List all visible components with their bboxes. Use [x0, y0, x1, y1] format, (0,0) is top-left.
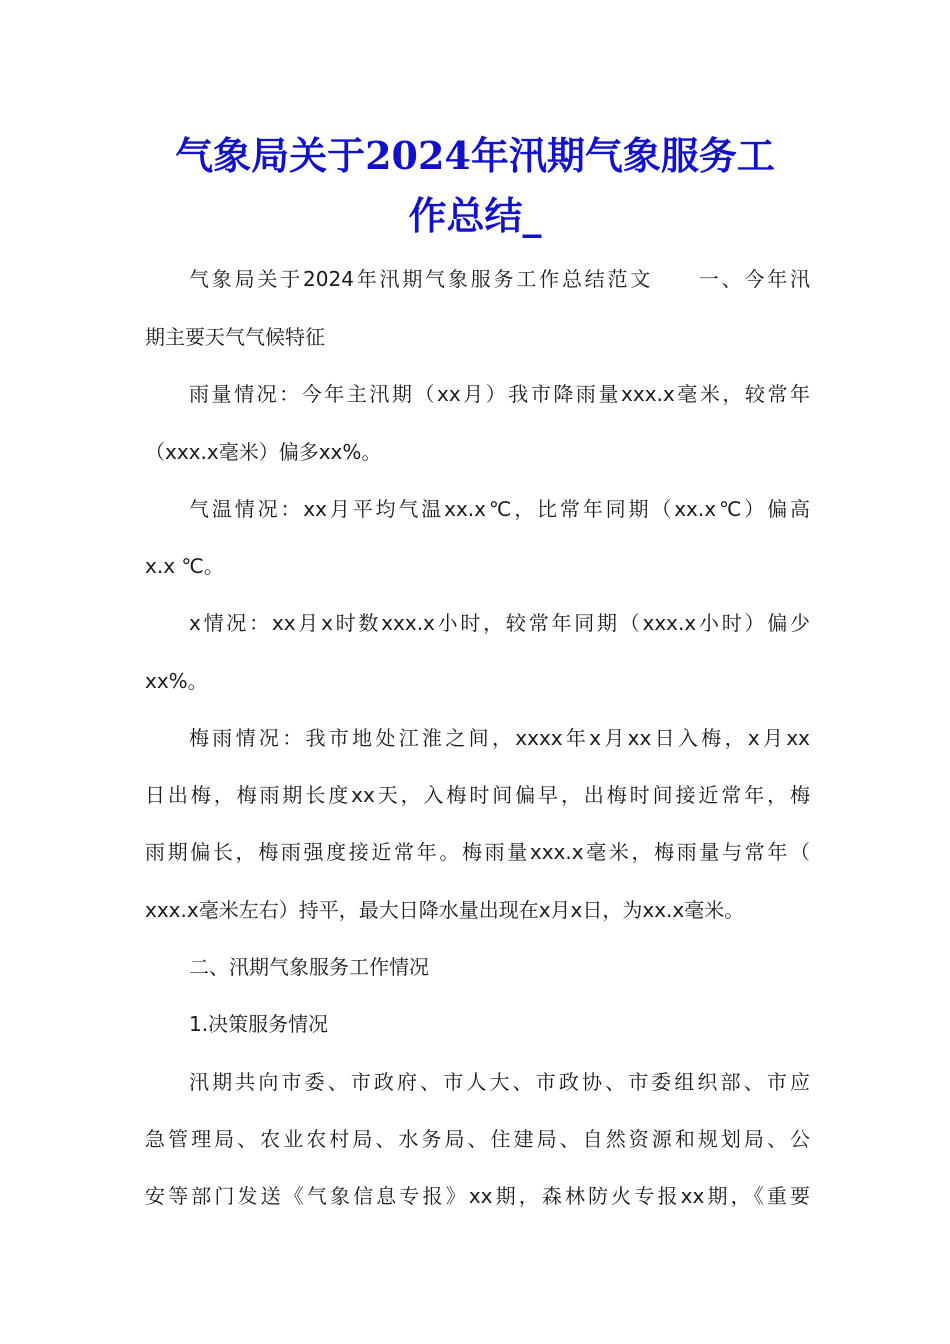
paragraph-sunshine-line-2: xx%。: [145, 669, 208, 693]
subsection-heading-1: 1.决策服务情况: [189, 1012, 329, 1036]
paragraph-temperature-line-1: 气温情况：xx月平均气温xx.x℃，比常年同期（xx.x℃）偏高: [189, 497, 810, 521]
paragraph-sunshine-line-1: x情况：xx月x时数xxx.x小时，较常年同期（xxx.x小时）偏少: [189, 611, 810, 635]
paragraph-meiyu-line-4: xxx.x毫米左右）持平，最大日降水量出现在x月x日，为xx.x毫米。: [145, 898, 745, 922]
section-heading-2: 二、汛期气象服务工作情况: [189, 955, 429, 979]
paragraph-intro-line-1: 气象局关于2024年汛期气象服务工作总结范文 一、今年汛: [189, 267, 810, 291]
title-line-1: 气象局关于2024年汛期气象服务工: [175, 133, 775, 178]
document-title: [140, 126, 810, 246]
paragraph-temperature-line-2: x.x ℃。: [145, 554, 224, 578]
paragraph-meiyu-line-3: 雨期偏长，梅雨强度接近常年。梅雨量xxx.x毫米，梅雨量与常年（: [145, 840, 810, 864]
paragraph-decision-line-2: 急管理局、农业农村局、水务局、住建局、自然资源和规划局、公: [145, 1127, 810, 1151]
paragraph-decision-line-1: 汛期共向市委、市政府、市人大、市政协、市委组织部、市应: [189, 1070, 810, 1094]
paragraph-rainfall-line-2: （xxx.x毫米）偏多xx%。: [145, 440, 382, 464]
paragraph-intro-line-2: 期主要天气气候特征: [145, 325, 325, 349]
paragraph-decision-line-3: 安等部门发送《气象信息专报》xx期，森林防火专报xx期，《重要: [145, 1184, 810, 1208]
paragraph-rainfall-line-1: 雨量情况：今年主汛期（xx月）我市降雨量xxx.x毫米，较常年: [189, 382, 810, 406]
title-line-2: 作总结_: [408, 193, 542, 238]
paragraph-meiyu-line-2: 日出梅，梅雨期长度xx天，入梅时间偏早，出梅时间接近常年，梅: [145, 783, 810, 807]
paragraph-meiyu-line-1: 梅雨情况：我市地处江淮之间，xxxx年x月xx日入梅，x月xx: [189, 726, 810, 750]
